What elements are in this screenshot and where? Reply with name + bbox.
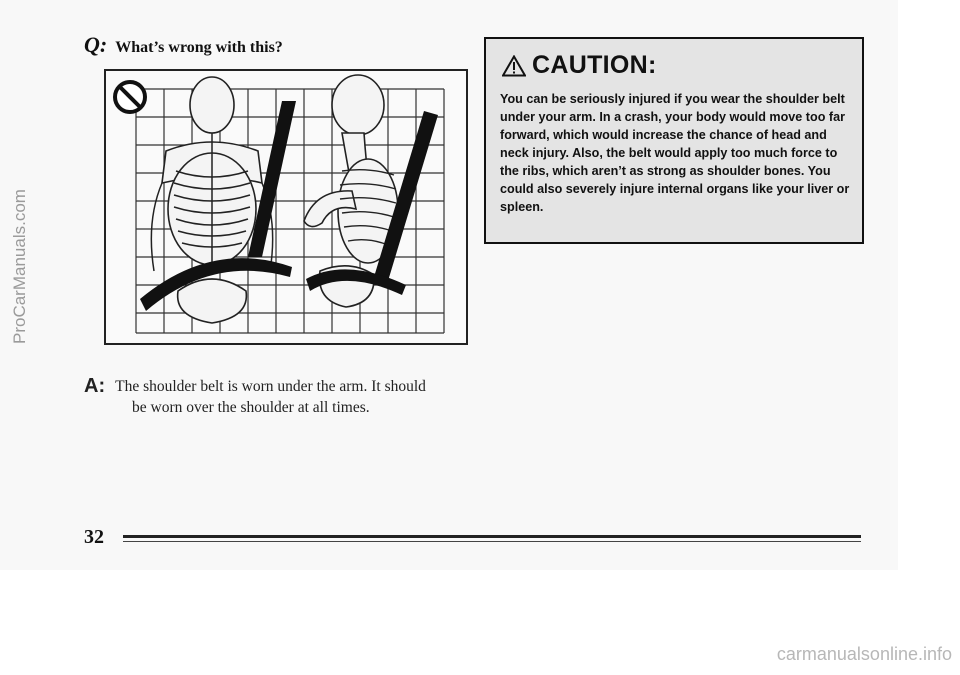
page-number: 32	[84, 526, 104, 548]
caution-header	[486, 39, 862, 80]
answer-text-line2: be worn over the shoulder at all times.	[132, 399, 370, 416]
footer-watermark: carmanualsonline.info	[776, 644, 952, 664]
answer	[84, 376, 484, 418]
answer-letter: A:	[84, 375, 106, 397]
answer-text-line1: The shoulder belt is worn under the arm. It should	[115, 378, 426, 395]
seatbelt-illustration	[104, 69, 468, 345]
footer-rule-thick	[123, 535, 861, 538]
caution-text: You can be seriously injured if you wear the shoulder belt under your arm. In a crash, your body would move too far forward, which would increase the chance of head and neck injury. Also, the belt would apply too much force to the ribs, which aren’t as strong as shoulder bones. You could also severely injure internal organs like your liver or spleen.	[500, 92, 850, 214]
side-watermark: ProCarManuals.com	[10, 189, 29, 344]
warning-triangle-icon	[502, 55, 526, 77]
question-text: What’s wrong with this?	[115, 39, 283, 56]
caution-box	[484, 37, 864, 244]
no-symbol-icon	[115, 82, 145, 112]
question-letter: Q:	[84, 32, 108, 57]
question	[84, 32, 283, 58]
skeleton-illustration-svg	[106, 71, 466, 343]
answer-first-line	[84, 376, 484, 397]
footer-rule-thin	[123, 541, 861, 542]
caution-title: CAUTION:	[532, 51, 657, 79]
